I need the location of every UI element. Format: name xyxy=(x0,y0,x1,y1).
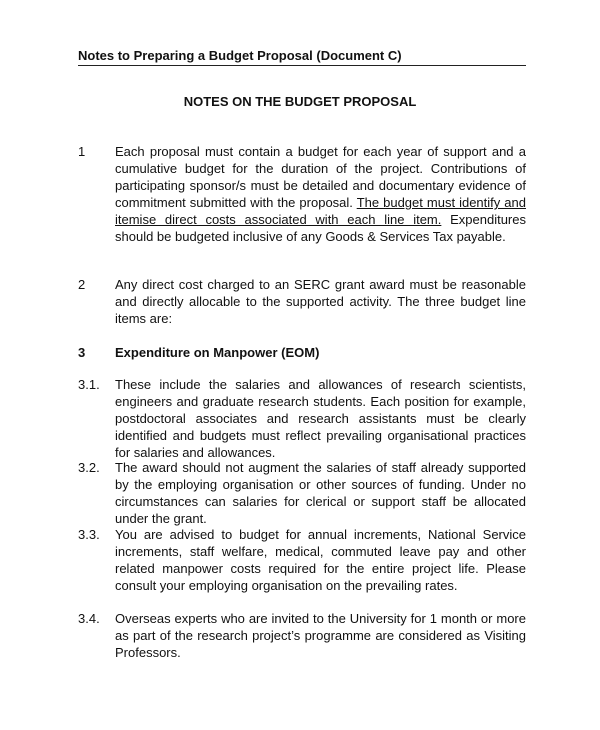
paragraph-text: Any direct cost charged to an SERC grant award must be reasonable and directly allocable to the supported activity. The three budget line items are: xyxy=(115,277,526,326)
document-header: Notes to Preparing a Budget Proposal (Document C) xyxy=(78,48,526,66)
paragraph-2 xyxy=(78,276,526,327)
paragraph-body xyxy=(115,143,526,245)
paragraph-number: 3.4. xyxy=(78,611,100,626)
paragraph-number: 3.3. xyxy=(78,527,100,542)
paragraph-number: 1 xyxy=(78,144,86,159)
paragraph-number: 3.1. xyxy=(78,377,100,392)
paragraph-number: 2 xyxy=(78,277,86,292)
paragraph-number: 3.2. xyxy=(78,460,100,475)
section-heading xyxy=(78,344,526,361)
paragraph-text: The award should not augment the salaries of staff already supported by the employing organisation or other sources of funding. Under no circumstances can salaries for clerical or support staff be allocated under the grant. xyxy=(115,460,526,526)
paragraph-text: These include the salaries and allowances of research scientists, engineers and graduate research students. Each position for example, postdoctoral associates and research assistants must be clearly identified and budgets must reflect prevailing organisational practices for salaries and allowances. xyxy=(115,377,526,460)
paragraph-3-4 xyxy=(78,610,526,661)
paragraph-text: Overseas experts who are invited to the University for 1 month or more as part of the research project’s programme are considered as Visiting Professors. xyxy=(115,611,526,660)
paragraph-text: Each proposal must contain a budget for each year of support and a cumulative budget for the duration of the project. Contributions of participating sponsor/s must be detailed and documentary evidence of commitment submitted with the proposal. xyxy=(115,144,526,210)
section-heading-text: Expenditure on Manpower (EOM) xyxy=(115,345,320,360)
paragraph-3-1 xyxy=(78,376,526,461)
page-title: NOTES ON THE BUDGET PROPOSAL xyxy=(183,94,417,109)
paragraph-3-3 xyxy=(78,526,526,594)
section-number: 3 xyxy=(78,345,86,360)
paragraph-text: You are advised to budget for annual increments, National Service increments, staff welfare, medical, commuted leave pay and other related manpower costs required for the entire project life. Please consult your employing organisation on the prevailing rates. xyxy=(115,527,526,593)
paragraph-3-2 xyxy=(78,459,526,527)
paragraph-text: Expenditures should be budgeted inclusive of any Goods & Services Tax payable. xyxy=(115,212,526,244)
paragraph-1 xyxy=(78,143,526,245)
underlined-requirement: The budget must identify and itemise direct costs associated with each line item. xyxy=(115,195,526,227)
